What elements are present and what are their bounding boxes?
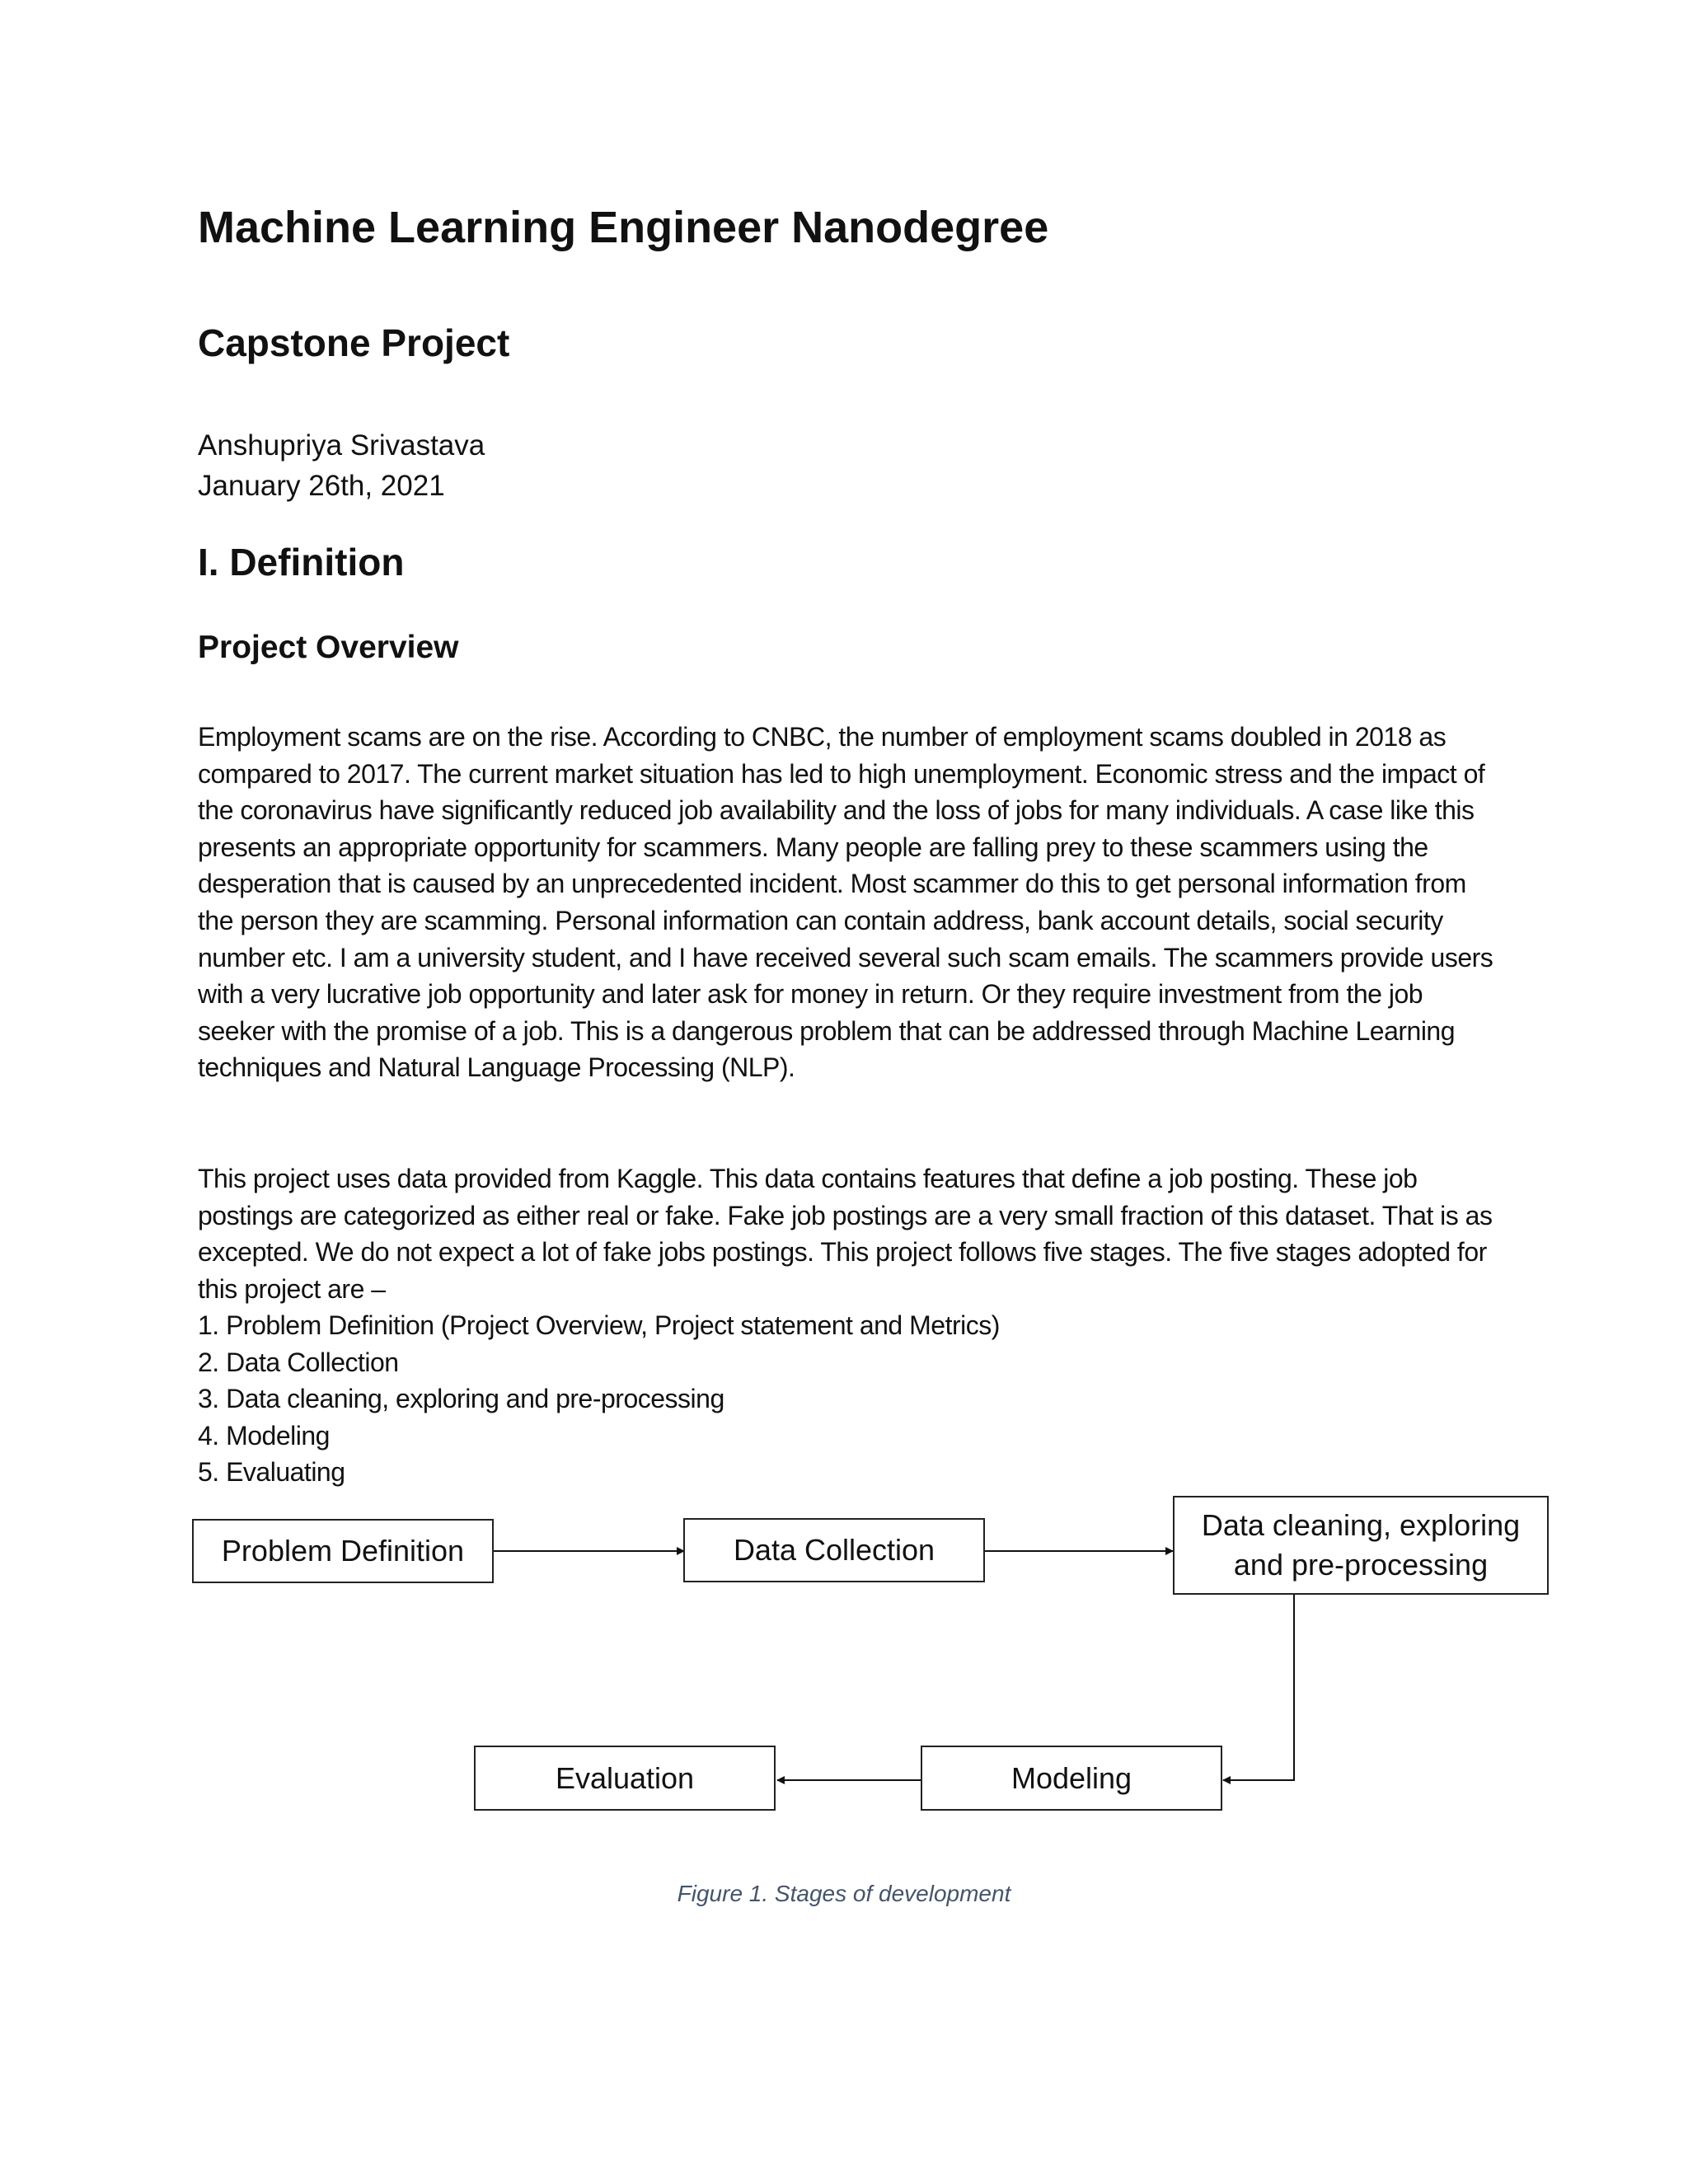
subsection-heading: Project Overview	[198, 630, 459, 665]
box-data-cleaning	[1173, 1496, 1549, 1595]
list-item: 5. Evaluating	[198, 1457, 345, 1488]
box-problem-definition	[192, 1519, 494, 1583]
box-label: Problem Definition	[221, 1534, 465, 1568]
box-label-line-1: Data cleaning, exploring	[1201, 1508, 1521, 1542]
box-label: Evaluation	[555, 1760, 695, 1795]
document-date: January 26th, 2021	[198, 470, 445, 502]
document-subtitle: Capstone Project	[198, 321, 510, 364]
box-label-line-2: and pre-processing	[1233, 1548, 1489, 1582]
list-item: 1. Problem Definition (Project Overview, Project statement and Metrics)	[198, 1310, 1000, 1340]
overview-paragraph-1: Employment scams are on the rise. According to CNBC, the number of employment scams doubled in 2018 as compared to 2017. The current market situation has led to high unemployment. Economic stress and the impact of the coronavirus have significantly reduced job availability and the loss of jobs for many individuals. A case like this presents an appropriate opportunity for scammers. Many people are falling prey to these scammers using the desperation that is caused by an unprecedented incident. Most scammer do this to get personal information from the person they are scamming. Personal information can contain address, bank account details, social security number etc. I am a university student, and I have received several such scam emails. The scammers provide users with a very lucrative job opportunity and later ask for money in return. Or they require investment from the job seeker with the promise of a job. This is a dangerous problem that can be addressed through Machine Learning techniques and Natural Language Processing (NLP).	[198, 722, 1493, 1083]
box-data-collection	[683, 1518, 985, 1582]
overview-paragraph-2: This project uses data provided from Kaggle. This data contains features that define a job posting. These job postings are categorized as either real or fake. Fake job postings are a very small fraction of this dataset. That is as excepted. We do not expect a lot of fake jobs postings. This project follows five stages. The five stages adopted for this project are –	[198, 1164, 1493, 1304]
section-heading: I. Definition	[198, 541, 405, 583]
box-modeling	[921, 1746, 1222, 1811]
list-item: 3. Data cleaning, exploring and pre-processing	[198, 1384, 724, 1414]
box-label: Modeling	[1010, 1760, 1132, 1795]
author-name: Anshupriya Srivastava	[198, 429, 485, 462]
list-item: 4. Modeling	[198, 1420, 330, 1451]
box-label: Data Collection	[733, 1533, 935, 1567]
arrow-cleaning-to-modeling	[1223, 1595, 1294, 1780]
box-evaluation	[474, 1746, 776, 1811]
figure-caption: Figure 1. Stages of development	[677, 1881, 1011, 1906]
list-item: 2. Data Collection	[198, 1347, 399, 1377]
document-title: Machine Learning Engineer Nanodegree	[198, 203, 1049, 252]
